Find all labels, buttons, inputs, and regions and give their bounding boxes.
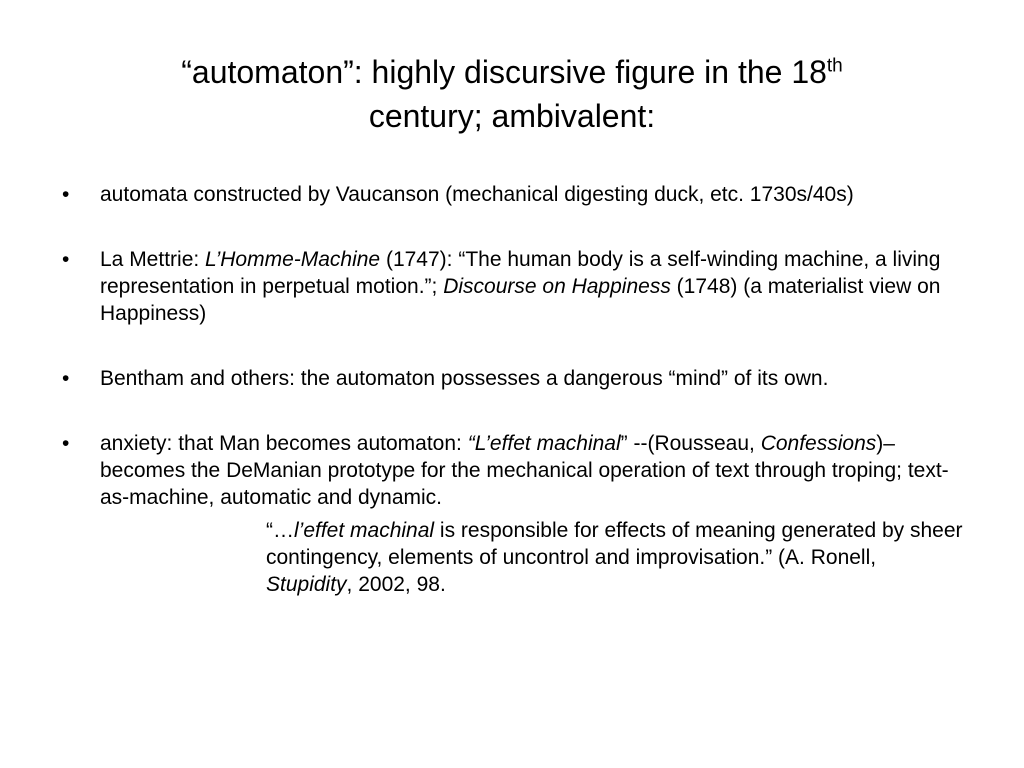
- bullet-text-part: )– becomes the DeManian prototype for the mechanical operation of text through troping; text-as-machine, automatic and dynamic.: [100, 432, 949, 509]
- work-title-homme-machine: L’Homme-Machine: [205, 248, 381, 271]
- bullet-text-part: (1748) (a materialist view on Happiness): [100, 275, 941, 325]
- quoted-term-leffet-machinal: “L’effet machinal: [467, 432, 621, 455]
- work-title-confessions: Confessions: [760, 432, 877, 455]
- quote-citation: , 2002, 98.: [346, 573, 446, 596]
- bullet-list: [56, 181, 968, 598]
- bullet-icon: •: [62, 248, 70, 271]
- bullet-text-part: La Mettrie:: [100, 248, 206, 271]
- bullet-text-part: (1747): “The human body is a self-winding machine, a living representation in perpetual motion.”;: [100, 248, 941, 298]
- bullet-icon: •: [62, 432, 70, 455]
- work-title-stupidity: Stupidity: [266, 573, 347, 596]
- quote-open: “…: [266, 519, 294, 542]
- title-superscript: th: [826, 55, 843, 77]
- bullet-text-part: anxiety: that Man becomes automaton:: [100, 432, 468, 455]
- bullet-item-la-mettrie: [56, 246, 968, 327]
- work-title-discourse-on-happiness: Discourse on Happiness: [443, 275, 671, 298]
- bullet-icon: •: [62, 183, 70, 206]
- bullet-item-vaucanson: [56, 181, 968, 208]
- bullet-item-bentham: [56, 365, 968, 392]
- bullet-item-anxiety: [56, 430, 968, 598]
- title-line-1: [60, 50, 964, 94]
- quote-italic-term: l’effet machinal: [294, 519, 435, 542]
- ronell-quote: [266, 517, 968, 598]
- bullet-icon: •: [62, 367, 70, 390]
- bullet-text-part: ” --(Rousseau,: [620, 432, 761, 455]
- bullet-text: automata constructed by Vaucanson (mechanical digesting duck, etc. 1730s/40s): [100, 183, 854, 206]
- quote-text: is responsible for effects of meaning generated by sheer contingency, elements of uncontrol and improvisation.” (A. Ronell,: [266, 519, 963, 569]
- title-main-text: “automaton”: highly discursive figure in the 18: [181, 54, 827, 90]
- title-line-2: century; ambivalent:: [368, 98, 656, 134]
- slide-title: [60, 50, 964, 138]
- bullet-text: Bentham and others: the automaton possesses a dangerous “mind” of its own.: [100, 367, 829, 390]
